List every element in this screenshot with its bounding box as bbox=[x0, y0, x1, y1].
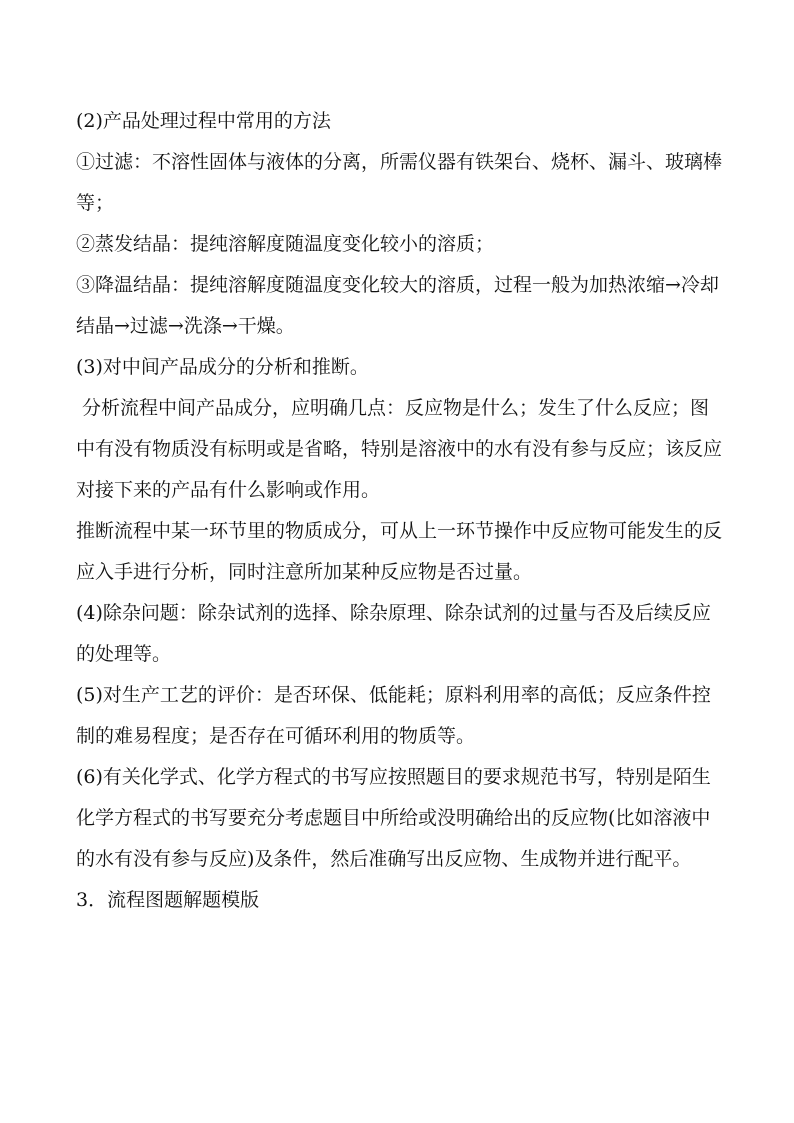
section-process-evaluation: (5)对生产工艺的评价：是否环保、低能耗；原料利用率的高低；反应条件控制的难易程度；是否存在可循环利用的物质等。 bbox=[76, 684, 711, 747]
section-heading-intermediate-analysis: (3)对中间产品成分的分析和推断。 bbox=[76, 356, 369, 378]
section-equation-writing: (6)有关化学式、化学方程式的书写应按照题目的要求规范书写，特别是陌生化学方程式的书写要充分考虑题目中所给或没明确给出的反应物(比如溶液中的水有没有参与反应)及条件，然后准确写出反应物、生成物并进行配平。 bbox=[76, 766, 711, 870]
section-impurity-removal: (4)除杂问题：除杂试剂的选择、除杂原理、除杂试剂的过量与否及后续反应的处理等。 bbox=[76, 602, 711, 665]
section-heading-template: 3．流程图题解题模版 bbox=[76, 889, 260, 911]
paragraph-inference: 推断流程中某一环节里的物质成分，可从上一环节操作中反应物可能发生的反应入手进行分析，同时注意所加某种反应物是否过量。 bbox=[76, 520, 723, 583]
document-body bbox=[76, 101, 722, 921]
paragraph-intermediate-analysis: 分析流程中间产品成分，应明确几点：反应物是什么；发生了什么反应；图中有没有物质没有标明或是省略，特别是溶液中的水有没有参与反应；该反应对接下来的产品有什么影响或作用。 bbox=[76, 397, 723, 501]
method-evaporation-crystallization: ②蒸发结晶：提纯溶解度随温度变化较小的溶质； bbox=[76, 233, 495, 255]
section-heading-product-processing: (2)产品处理过程中常用的方法 bbox=[76, 110, 331, 132]
method-filtration: ①过滤：不溶性固体与液体的分离，所需仪器有铁架台、烧杯、漏斗、玻璃棒等； bbox=[76, 151, 723, 214]
method-cooling-crystallization: ③降温结晶：提纯溶解度随温度变化较大的溶质，过程一般为加热浓缩→冷却结晶→过滤→洗涤→干燥。 bbox=[76, 274, 719, 337]
